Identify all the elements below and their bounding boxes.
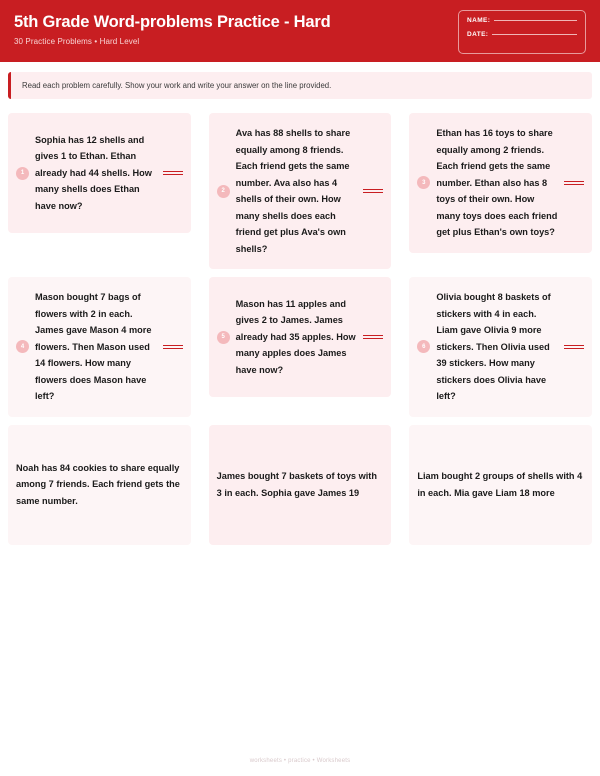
answer-line[interactable] (564, 345, 584, 349)
problem-number: 5 (217, 331, 230, 344)
problem-number: 2 (217, 185, 230, 198)
problem-text: Olivia bought 8 baskets of stickers with 4 in each. Liam gave Olivia 9 more stickers. Then Olivia used 39 stickers. How many stickers does Olivia have left? (436, 292, 551, 401)
problem-cell (4, 421, 195, 549)
problem-text: Mason bought 7 bags of flowers with 2 in each. James gave Mason 4 more flowers. Then Mason used 14 flowers. How many flowers does Mason have left? (35, 292, 152, 401)
name-input-line[interactable] (494, 20, 577, 21)
problem-card-7 (8, 425, 191, 545)
date-input-line[interactable] (492, 34, 577, 35)
problem-card-5 (209, 277, 392, 397)
problem-cell (405, 273, 596, 421)
page-title: 5th Grade Word-problems Practice - Hard (14, 13, 331, 31)
problem-cell (4, 273, 195, 421)
date-row (467, 31, 577, 38)
problem-text: Liam bought 2 groups of shells with 4 in each. Mia gave Liam 18 more (417, 471, 583, 498)
page-subtitle: 30 Practice Problems • Hard Level (14, 37, 140, 46)
problem-text: James bought 7 baskets of toys with 3 in each. Sophia gave James 19 (216, 471, 377, 498)
date-label: DATE: (467, 31, 489, 38)
problem-cell (405, 421, 596, 549)
answer-line[interactable] (363, 335, 383, 339)
problem-card-1 (8, 113, 191, 233)
name-date-box (458, 10, 586, 54)
problem-text: Sophia has 12 shells and gives 1 to Ethan. Ethan already had 44 shells. How many shells does Ethan have now? (35, 134, 152, 211)
answer-line[interactable] (564, 181, 584, 185)
problem-text: Ava has 88 shells to share equally among 8 friends. Each friend gets the same number. Ava also has 4 shells of their own. How many shells does each friend get plus Ava's own shells? (235, 128, 351, 254)
problem-cell (205, 273, 396, 421)
problem-card-8 (209, 425, 392, 545)
problem-text: Ethan has 16 toys to share equally among 2 friends. Each friend gets the same number. Ethan also has 8 toys of their own. How many toys does each friend get plus Ethan's own toys? (436, 128, 558, 237)
instructions-banner: Read each problem carefully. Show your work and write your answer on the line provided. (8, 72, 592, 99)
problem-card-2 (209, 113, 392, 269)
problem-number: 3 (417, 176, 430, 189)
problem-card-6 (409, 277, 592, 417)
problem-card-4 (8, 277, 191, 417)
footer-watermark: worksheets • practice • Worksheets (249, 758, 351, 764)
problem-cell (205, 109, 396, 273)
answer-line[interactable] (163, 345, 183, 349)
name-row (467, 17, 577, 24)
problem-cell (405, 109, 596, 273)
answer-line[interactable] (163, 171, 183, 175)
problem-cell (205, 421, 396, 549)
problem-card-9 (409, 425, 592, 545)
problem-card-3 (409, 113, 592, 253)
problem-number: 6 (417, 340, 430, 353)
problems-grid (0, 109, 600, 549)
problem-text: Mason has 11 apples and gives 2 to James. James already had 35 apples. How many apples does James have now? (235, 298, 356, 375)
name-label: NAME: (467, 17, 491, 24)
answer-line[interactable] (363, 189, 383, 193)
problem-cell (4, 109, 195, 273)
page-header (0, 0, 600, 62)
problem-text: Noah has 84 cookies to share equally among 7 friends. Each friend gets the same number. (16, 462, 180, 506)
problem-number: 1 (16, 167, 29, 180)
problem-number: 4 (16, 340, 29, 353)
